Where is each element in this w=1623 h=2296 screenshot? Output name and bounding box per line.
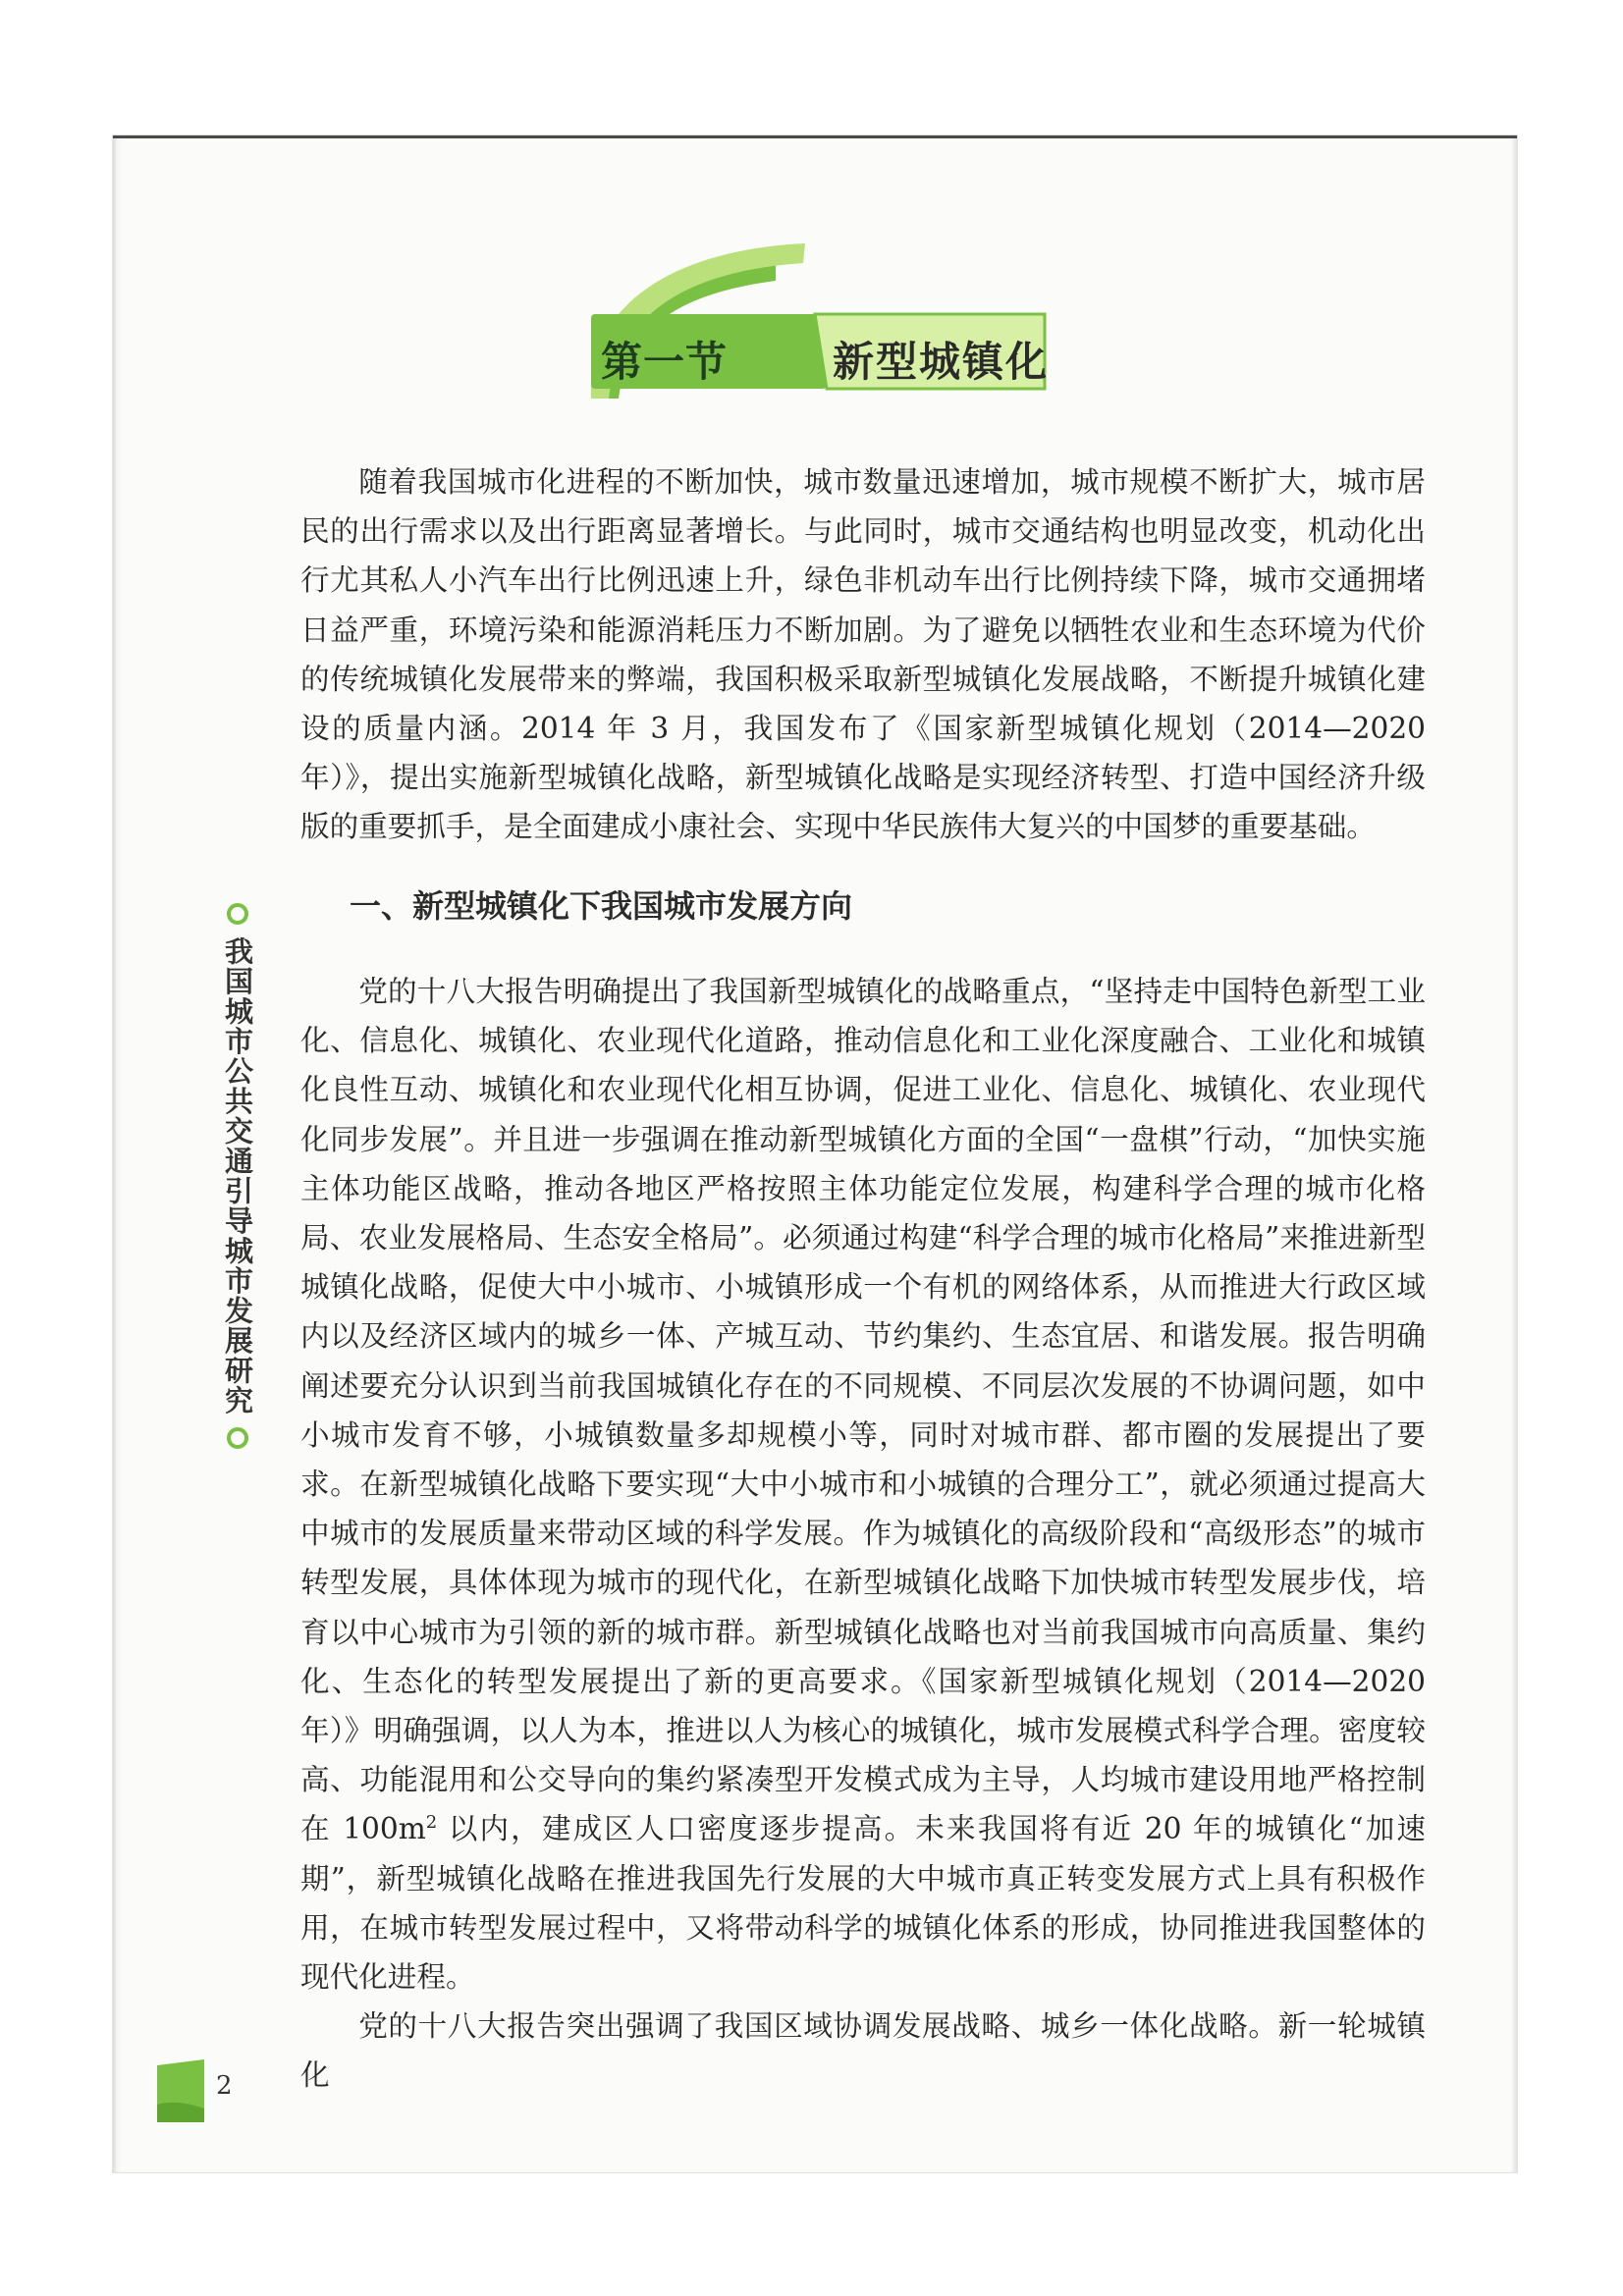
main-text-block: [300, 967, 1426, 2101]
section-number: 第一节: [601, 338, 729, 386]
section-header: [481, 165, 1051, 400]
subheading: 一、新型城镇化下我国城市发展方向: [350, 887, 853, 925]
intro-paragraph: 随着我国城市化进程的不断加快，城市数量迅速增加，城市规模不断扩大，城市居民的出行需求以及出行距离显著增长。与此同时，城市交通结构也明显改变，机动化出行尤其私人小汽车出行比例迅速上升，绿色非机动车出行比例持续下降，城市交通拥堵日益严重，环境污染和能源消耗压力不断加剧。为了避免以牺牲农业和生态环境为代价的传统城镇化发展带来的弊端，我国积极采取新型城镇化发展战略，不断提升城镇化建设的质量内涵。2014 年 3 月，我国发布了《国家新型城镇化规划（2014—2020 年）》，提出实施新型城镇化战略，新型城镇化战略是实现经济转型、打造中国经济升级版的重要抓手，是全面建成小康社会、实现中华民族伟大复兴的中国梦的重要基础。: [300, 465, 1426, 844]
paragraph-3: 党的十八大报告突出强调了我国区域协调发展战略、城乡一体化战略。新一轮城镇化: [300, 2009, 1426, 2093]
paragraph-2: [300, 967, 1426, 2002]
running-title-text: 我国城市公共交通引导城市发展研究: [221, 936, 254, 1415]
section-title: 新型城镇化: [833, 338, 1050, 386]
page-number: 2: [216, 2071, 233, 2101]
page-edge-shadow: [1511, 138, 1517, 2172]
ring-bottom-icon: [227, 1427, 248, 1449]
paragraph-2-before: 党的十八大报告明确提出了我国新型城镇化的战略重点，“坚持走中国特色新型工业化、信息化、城镇化、农业现代化道路，推动信息化和工业化深度融合、工业化和城镇化良性互动、城镇化和农业现代化相互协调，促进工业化、信息化、城镇化、农业现代化同步发展”。并且进一步强调在推动新型城镇化方面的全国“一盘棋”行动，“加快实施主体功能区战略，推动各地区严格按照主体功能定位发展，构建科学合理的城市化格局、农业发展格局、生态安全格局”。必须通过构建“科学合理的城市化格局”来推进新型城镇化战略，促使大中小城市、小城镇形成一个有机的网络体系，从而推进大行政区域内以及经济区域内的城乡一体、产城互动、节约集约、生态宜居、和谐发展。报告明确阐述要充分认识到当前我国城镇化存在的不同规模、不同层次发展的不协调问题，如中小城市发育不够，小城镇数量多却规模小等，同时对城市群、都市圈的发展提出了要求。在新型城镇化战略下要实现“大中小城市和小城镇的合理分工”，就必须通过提高大中城市的发展质量来带动区域的科学发展。作为城镇化的高级阶段和“高级形态”的城市转型发展，具体体现为城市的现代化，在新型城镇化战略下加快城市转型发展步伐，培育以中心城市为引领的新的城市群。新型城镇化战略也对当前我国城市向高质量、集约化、生态化的转型发展提出了新的更高要求。《国家新型城镇化规划（2014—2020 年）》明确强调，以人为本，推进以人为核心的城镇化，城市发展模式科学合理。密度较高、功能混用和公交导向的集约紧凑型开发模式成为主导，人均城市建设用地严格控制在 100m: [300, 975, 1426, 1846]
page-tab-icon: [157, 2059, 204, 2122]
paragraph-2-after: 以内，建成区人口密度逐步提高。未来我国将有近 20 年的城镇化“加速期”，新型城镇化战略在推进我国先行发展的大中城市真正转变发展方式上具有积极作用，在城市转型发展过程中，又将带动科学的城镇化体系的形成，协同推进我国整体的现代化进程。: [300, 1812, 1426, 1995]
ring-top-icon: [227, 903, 248, 925]
intro-text-block: [300, 457, 1426, 852]
superscript-2: 2: [425, 1812, 438, 1834]
running-title: [218, 903, 257, 1449]
